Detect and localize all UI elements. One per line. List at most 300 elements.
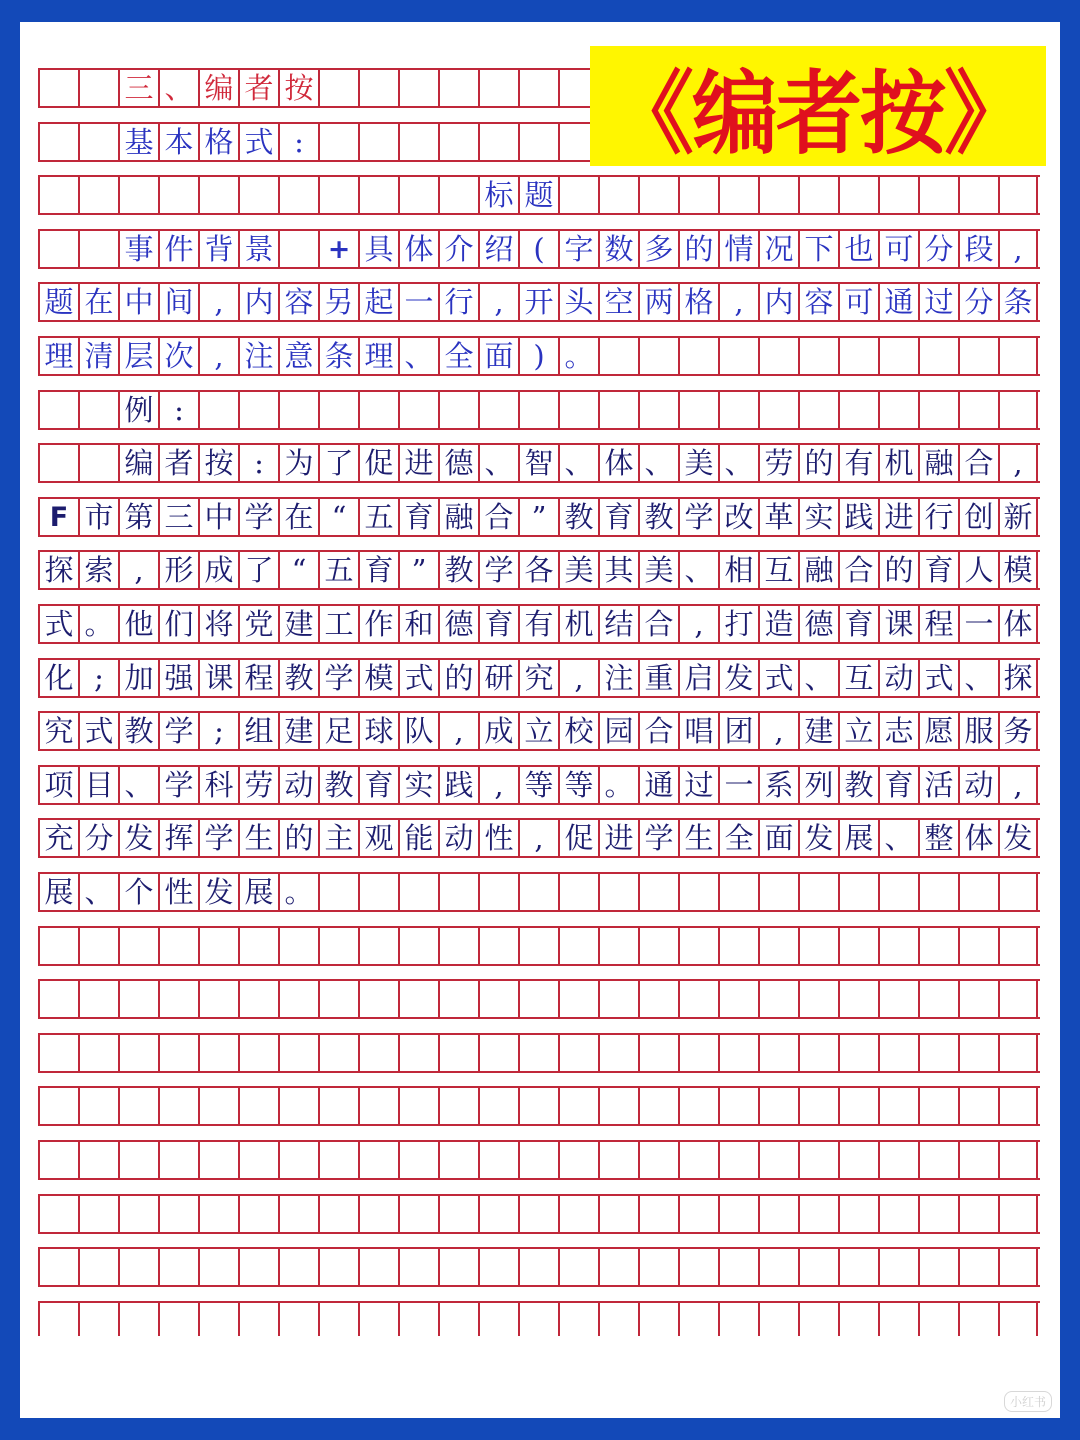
grid-cell bbox=[918, 338, 958, 374]
grid-cell bbox=[38, 928, 78, 964]
grid-cell bbox=[878, 1303, 918, 1336]
grid-cell: 成 bbox=[198, 552, 238, 588]
grid-cell bbox=[918, 1142, 958, 1178]
grid-cell bbox=[518, 1196, 558, 1232]
grid-cell: 育 bbox=[478, 606, 518, 642]
grid-cell bbox=[758, 1088, 798, 1124]
grid-cell bbox=[238, 177, 278, 213]
grid-cell: 园 bbox=[598, 713, 638, 749]
grid-cell bbox=[678, 338, 718, 374]
grid-cell bbox=[638, 928, 678, 964]
grid-cell bbox=[358, 1249, 398, 1285]
grid-cell bbox=[478, 70, 518, 106]
grid-cell bbox=[398, 874, 438, 910]
grid-cell bbox=[798, 1035, 838, 1071]
grid-cell: 足 bbox=[318, 713, 358, 749]
grid-cell bbox=[678, 874, 718, 910]
grid-cell: 德 bbox=[438, 445, 478, 481]
grid-cell: 活 bbox=[918, 767, 958, 803]
grid-cell bbox=[798, 1249, 838, 1285]
grid-cell: 学 bbox=[198, 820, 238, 856]
grid-cell: 分 bbox=[958, 284, 998, 320]
grid-cell: 融 bbox=[918, 445, 958, 481]
grid-cell bbox=[478, 1249, 518, 1285]
grid-cell: 实 bbox=[398, 767, 438, 803]
grid-cell bbox=[78, 1035, 118, 1071]
grid-cell bbox=[558, 1249, 598, 1285]
grid-cell bbox=[998, 928, 1038, 964]
grid-cell bbox=[638, 338, 678, 374]
grid-cell: 在 bbox=[78, 284, 118, 320]
grid-cell bbox=[958, 1035, 998, 1071]
grid-cell bbox=[518, 928, 558, 964]
grid-cell bbox=[918, 1303, 958, 1336]
grid-cell bbox=[518, 1088, 558, 1124]
grid-cell bbox=[798, 1196, 838, 1232]
grid-cell: 化 bbox=[38, 660, 78, 696]
grid-cell: 校 bbox=[558, 713, 598, 749]
grid-cell: 体 bbox=[958, 820, 998, 856]
grid-cell: 互 bbox=[758, 552, 798, 588]
grid-cell: 五 bbox=[358, 499, 398, 535]
grid-cell bbox=[958, 1142, 998, 1178]
grid-cell bbox=[838, 928, 878, 964]
grid-cell: 内 bbox=[238, 284, 278, 320]
grid-cell bbox=[638, 874, 678, 910]
grid-cell bbox=[398, 392, 438, 428]
grid-cell bbox=[678, 1196, 718, 1232]
grid-cell bbox=[38, 1249, 78, 1285]
grid-cell: 人 bbox=[958, 552, 998, 588]
grid-cell bbox=[158, 177, 198, 213]
grid-cell: F bbox=[38, 499, 78, 535]
grid-cell: 劳 bbox=[238, 767, 278, 803]
grid-cell bbox=[238, 981, 278, 1017]
grid-cell bbox=[558, 1303, 598, 1336]
grid-cell bbox=[638, 177, 678, 213]
grid-cell bbox=[838, 1035, 878, 1071]
grid-cell bbox=[598, 1035, 638, 1071]
grid-cell bbox=[78, 231, 118, 267]
grid-cell bbox=[478, 928, 518, 964]
grid-cell bbox=[358, 1196, 398, 1232]
grid-cell: 、 bbox=[638, 445, 678, 481]
grid-cell bbox=[358, 1088, 398, 1124]
grid-cell: : bbox=[278, 124, 318, 160]
grid-cell bbox=[438, 177, 478, 213]
grid-cell bbox=[318, 177, 358, 213]
grid-cell: 式 bbox=[78, 713, 118, 749]
grid-cell bbox=[38, 177, 78, 213]
grid-cell: 、 bbox=[558, 445, 598, 481]
grid-cell: 。 bbox=[278, 874, 318, 910]
grid-cell: 两 bbox=[638, 284, 678, 320]
grid-cell: 过 bbox=[918, 284, 958, 320]
grid-cell bbox=[758, 874, 798, 910]
grid-cell bbox=[598, 338, 638, 374]
grid-cell bbox=[718, 1088, 758, 1124]
grid-cell bbox=[398, 981, 438, 1017]
grid-cell bbox=[38, 1035, 78, 1071]
grid-cell bbox=[838, 874, 878, 910]
grid-cell: 格 bbox=[678, 284, 718, 320]
grid-cell: , bbox=[758, 713, 798, 749]
grid-cell: 空 bbox=[598, 284, 638, 320]
grid-cell bbox=[998, 1142, 1038, 1178]
grid-row bbox=[38, 497, 1040, 537]
grid-cell: 系 bbox=[758, 767, 798, 803]
grid-cell bbox=[718, 1196, 758, 1232]
grid-cell: 列 bbox=[798, 767, 838, 803]
grid-cell bbox=[998, 338, 1038, 374]
grid-cell bbox=[438, 1249, 478, 1285]
grid-cell: 学 bbox=[638, 820, 678, 856]
grid-cell bbox=[78, 177, 118, 213]
grid-cell: 究 bbox=[518, 660, 558, 696]
grid-cell bbox=[38, 445, 78, 481]
grid-cell bbox=[278, 177, 318, 213]
grid-cell bbox=[158, 1035, 198, 1071]
grid-cell: 了 bbox=[318, 445, 358, 481]
grid-cell bbox=[878, 874, 918, 910]
grid-cell bbox=[838, 338, 878, 374]
manuscript-page bbox=[20, 22, 1060, 1418]
grid-cell bbox=[158, 1249, 198, 1285]
grid-cell bbox=[678, 392, 718, 428]
grid-cell bbox=[198, 1088, 238, 1124]
grid-cell bbox=[118, 1142, 158, 1178]
grid-cell: 式 bbox=[398, 660, 438, 696]
grid-cell bbox=[358, 928, 398, 964]
grid-cell bbox=[158, 1088, 198, 1124]
grid-cell bbox=[918, 177, 958, 213]
grid-cell bbox=[798, 1142, 838, 1178]
grid-cell: : bbox=[158, 392, 198, 428]
grid-cell bbox=[758, 928, 798, 964]
grid-cell: 形 bbox=[158, 552, 198, 588]
grid-cell bbox=[638, 981, 678, 1017]
grid-cell: “ bbox=[318, 499, 358, 535]
grid-cell bbox=[198, 1249, 238, 1285]
grid-cell bbox=[878, 981, 918, 1017]
grid-cell: 团 bbox=[718, 713, 758, 749]
grid-cell: 注 bbox=[238, 338, 278, 374]
grid-cell bbox=[278, 1035, 318, 1071]
grid-cell: 合 bbox=[958, 445, 998, 481]
grid-cell bbox=[718, 1249, 758, 1285]
grid-cell bbox=[678, 1303, 718, 1336]
grid-cell: , bbox=[678, 606, 718, 642]
grid-cell bbox=[798, 392, 838, 428]
grid-cell: 学 bbox=[478, 552, 518, 588]
grid-cell bbox=[358, 177, 398, 213]
grid-cell: 、 bbox=[798, 660, 838, 696]
grid-cell: 促 bbox=[558, 820, 598, 856]
grid-cell: 项 bbox=[38, 767, 78, 803]
grid-row bbox=[38, 1086, 1040, 1126]
grid-cell: 启 bbox=[678, 660, 718, 696]
grid-cell: 探 bbox=[998, 660, 1038, 696]
grid-cell bbox=[678, 1142, 718, 1178]
grid-cell: 三 bbox=[118, 70, 158, 106]
grid-cell bbox=[998, 392, 1038, 428]
grid-cell: 中 bbox=[198, 499, 238, 535]
grid-cell bbox=[838, 981, 878, 1017]
grid-cell: 充 bbox=[38, 820, 78, 856]
grid-cell bbox=[158, 1142, 198, 1178]
grid-cell bbox=[478, 1035, 518, 1071]
grid-cell bbox=[758, 338, 798, 374]
grid-cell bbox=[358, 70, 398, 106]
grid-cell bbox=[238, 392, 278, 428]
grid-cell: 劳 bbox=[758, 445, 798, 481]
grid-cell bbox=[758, 1249, 798, 1285]
grid-row bbox=[38, 711, 1040, 751]
grid-cell: 、 bbox=[958, 660, 998, 696]
grid-row bbox=[38, 765, 1040, 805]
grid-cell: 发 bbox=[718, 660, 758, 696]
grid-cell bbox=[758, 1142, 798, 1178]
grid-row bbox=[38, 1247, 1040, 1287]
grid-cell bbox=[958, 1088, 998, 1124]
grid-cell: 的 bbox=[878, 552, 918, 588]
grid-cell: 动 bbox=[438, 820, 478, 856]
grid-cell: 进 bbox=[398, 445, 438, 481]
grid-cell: 育 bbox=[918, 552, 958, 588]
grid-cell: 机 bbox=[878, 445, 918, 481]
grid-cell: 全 bbox=[718, 820, 758, 856]
grid-cell bbox=[78, 928, 118, 964]
banner-title: 《编者按》 bbox=[608, 61, 1028, 167]
grid-cell: 们 bbox=[158, 606, 198, 642]
grid-cell bbox=[198, 392, 238, 428]
grid-cell bbox=[278, 928, 318, 964]
grid-cell: 合 bbox=[638, 606, 678, 642]
grid-cell bbox=[638, 1196, 678, 1232]
grid-cell: , bbox=[558, 660, 598, 696]
grid-cell: 头 bbox=[558, 284, 598, 320]
grid-cell: 分 bbox=[78, 820, 118, 856]
grid-cell: 为 bbox=[278, 445, 318, 481]
grid-cell bbox=[678, 981, 718, 1017]
grid-cell: 全 bbox=[438, 338, 478, 374]
grid-cell bbox=[158, 928, 198, 964]
grid-cell bbox=[398, 1196, 438, 1232]
grid-cell bbox=[78, 445, 118, 481]
grid-cell bbox=[598, 1249, 638, 1285]
grid-cell bbox=[998, 1088, 1038, 1124]
grid-cell bbox=[878, 392, 918, 428]
grid-cell bbox=[958, 392, 998, 428]
grid-cell bbox=[998, 1196, 1038, 1232]
grid-cell: 动 bbox=[958, 767, 998, 803]
grid-cell bbox=[358, 124, 398, 160]
grid-cell: : bbox=[238, 445, 278, 481]
grid-cell bbox=[518, 1249, 558, 1285]
grid-cell bbox=[438, 1035, 478, 1071]
grid-cell bbox=[118, 1196, 158, 1232]
grid-cell: , bbox=[998, 231, 1038, 267]
grid-cell: 他 bbox=[118, 606, 158, 642]
grid-cell bbox=[398, 124, 438, 160]
grid-cell: 下 bbox=[798, 231, 838, 267]
grid-cell bbox=[678, 1088, 718, 1124]
grid-cell: 挥 bbox=[158, 820, 198, 856]
grid-cell bbox=[558, 1035, 598, 1071]
grid-cell bbox=[678, 1249, 718, 1285]
grid-cell bbox=[598, 1088, 638, 1124]
grid-cell bbox=[798, 981, 838, 1017]
grid-cell: 主 bbox=[318, 820, 358, 856]
grid-cell bbox=[318, 981, 358, 1017]
grid-cell: 间 bbox=[158, 284, 198, 320]
grid-cell: ( bbox=[518, 231, 558, 267]
grid-cell bbox=[758, 392, 798, 428]
grid-cell: 开 bbox=[518, 284, 558, 320]
grid-cell bbox=[918, 874, 958, 910]
grid-cell: 重 bbox=[638, 660, 678, 696]
grid-cell: 层 bbox=[118, 338, 158, 374]
grid-cell: 造 bbox=[758, 606, 798, 642]
grid-cell bbox=[38, 392, 78, 428]
grid-cell bbox=[118, 1088, 158, 1124]
grid-cell: 教 bbox=[638, 499, 678, 535]
grid-cell bbox=[598, 1303, 638, 1336]
grid-cell: 通 bbox=[878, 284, 918, 320]
grid-cell: 另 bbox=[318, 284, 358, 320]
grid-cell bbox=[238, 928, 278, 964]
grid-cell bbox=[438, 124, 478, 160]
grid-cell bbox=[718, 392, 758, 428]
grid-cell: 各 bbox=[518, 552, 558, 588]
grid-cell: 工 bbox=[318, 606, 358, 642]
grid-cell bbox=[518, 1303, 558, 1336]
grid-cell bbox=[838, 1303, 878, 1336]
grid-cell bbox=[558, 392, 598, 428]
grid-cell bbox=[958, 981, 998, 1017]
grid-cell bbox=[38, 1088, 78, 1124]
grid-cell: 体 bbox=[998, 606, 1038, 642]
grid-cell bbox=[198, 1035, 238, 1071]
grid-cell bbox=[798, 874, 838, 910]
grid-cell bbox=[238, 1142, 278, 1178]
grid-cell: 分 bbox=[918, 231, 958, 267]
grid-cell: 模 bbox=[358, 660, 398, 696]
grid-cell: 学 bbox=[158, 713, 198, 749]
grid-cell bbox=[758, 1303, 798, 1336]
grid-cell bbox=[158, 1196, 198, 1232]
grid-cell: 个 bbox=[118, 874, 158, 910]
grid-cell: 本 bbox=[158, 124, 198, 160]
grid-cell: 者 bbox=[158, 445, 198, 481]
grid-cell bbox=[118, 1249, 158, 1285]
grid-cell: 学 bbox=[678, 499, 718, 535]
grid-cell: 也 bbox=[838, 231, 878, 267]
grid-cell bbox=[958, 1196, 998, 1232]
grid-cell bbox=[678, 928, 718, 964]
grid-cell bbox=[438, 1196, 478, 1232]
grid-cell bbox=[78, 1303, 118, 1336]
grid-cell: 的 bbox=[278, 820, 318, 856]
grid-cell: , bbox=[198, 284, 238, 320]
grid-cell bbox=[678, 177, 718, 213]
grid-cell bbox=[238, 1088, 278, 1124]
grid-cell bbox=[878, 1196, 918, 1232]
grid-cell bbox=[398, 1088, 438, 1124]
grid-cell: 学 bbox=[158, 767, 198, 803]
grid-cell bbox=[358, 874, 398, 910]
grid-cell: 有 bbox=[838, 445, 878, 481]
grid-cell: 发 bbox=[798, 820, 838, 856]
grid-cell bbox=[958, 1249, 998, 1285]
grid-cell bbox=[198, 1303, 238, 1336]
grid-cell: , bbox=[518, 820, 558, 856]
grid-cell bbox=[958, 874, 998, 910]
grid-cell bbox=[798, 928, 838, 964]
grid-cell: 理 bbox=[358, 338, 398, 374]
grid-cell bbox=[558, 928, 598, 964]
grid-cell bbox=[78, 1088, 118, 1124]
grid-cell bbox=[678, 1035, 718, 1071]
grid-cell: 践 bbox=[438, 767, 478, 803]
grid-cell bbox=[198, 1142, 238, 1178]
grid-cell bbox=[198, 1196, 238, 1232]
grid-cell bbox=[278, 1196, 318, 1232]
grid-cell bbox=[998, 981, 1038, 1017]
grid-cell bbox=[718, 1035, 758, 1071]
grid-cell bbox=[38, 1303, 78, 1336]
grid-cell bbox=[958, 177, 998, 213]
grid-cell bbox=[598, 1142, 638, 1178]
grid-cell bbox=[958, 928, 998, 964]
grid-row bbox=[38, 604, 1040, 644]
grid-cell bbox=[238, 1035, 278, 1071]
grid-cell bbox=[798, 338, 838, 374]
grid-cell bbox=[318, 124, 358, 160]
grid-cell: 容 bbox=[278, 284, 318, 320]
grid-cell bbox=[758, 981, 798, 1017]
grid-cell: 建 bbox=[798, 713, 838, 749]
grid-cell bbox=[798, 177, 838, 213]
grid-cell: 件 bbox=[158, 231, 198, 267]
grid-cell bbox=[438, 1303, 478, 1336]
grid-cell bbox=[638, 392, 678, 428]
grid-cell: 行 bbox=[918, 499, 958, 535]
grid-cell bbox=[78, 1142, 118, 1178]
grid-cell: 行 bbox=[438, 284, 478, 320]
grid-cell: 合 bbox=[478, 499, 518, 535]
watermark-logo: 小红书 bbox=[1004, 1391, 1052, 1412]
grid-row bbox=[38, 658, 1040, 698]
grid-cell bbox=[198, 928, 238, 964]
grid-cell: 背 bbox=[198, 231, 238, 267]
grid-cell: 等 bbox=[518, 767, 558, 803]
grid-cell bbox=[598, 981, 638, 1017]
grid-cell bbox=[158, 981, 198, 1017]
grid-cell: 展 bbox=[238, 874, 278, 910]
grid-cell: 加 bbox=[118, 660, 158, 696]
grid-cell: 意 bbox=[278, 338, 318, 374]
grid-cell bbox=[278, 1249, 318, 1285]
grid-cell: ” bbox=[398, 552, 438, 588]
grid-cell: 者 bbox=[238, 70, 278, 106]
grid-cell: 能 bbox=[398, 820, 438, 856]
grid-cell bbox=[918, 392, 958, 428]
grid-cell: 育 bbox=[358, 552, 398, 588]
grid-cell: 在 bbox=[278, 499, 318, 535]
grid-cell bbox=[358, 981, 398, 1017]
grid-cell bbox=[958, 1303, 998, 1336]
